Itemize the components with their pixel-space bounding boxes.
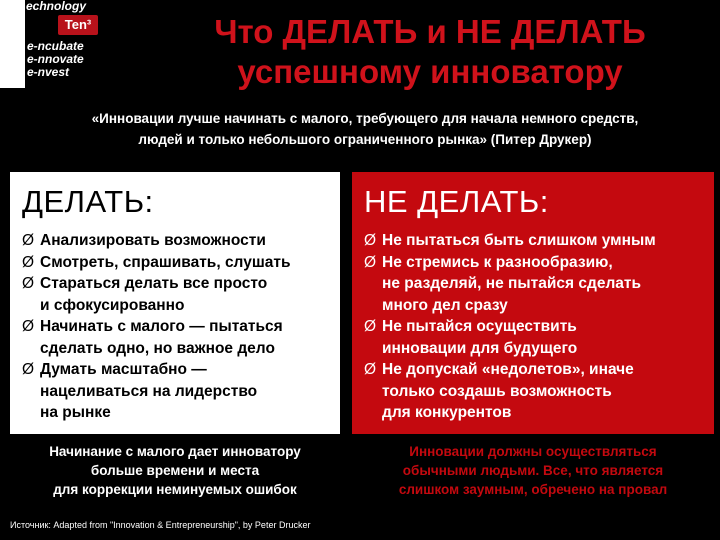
list-item-line: для конкурентов [382,404,512,421]
list-item-line: Начинать с малого — пытаться [40,318,283,335]
list-item [364,359,656,424]
list-item-line: Стараться делать все просто [40,275,268,292]
list-item [364,230,656,252]
logo-top-word: echnology [26,0,87,13]
list-item-line: Смотреть, спрашивать, слушать [40,253,291,271]
dont-heading: НЕ ДЕЛАТЬ: [364,184,549,219]
quote-line-1: «Инновации лучше начинать с малого, требующего для начала немного средств, [91,111,639,126]
list-item-line: Не допускай «недолетов», иначе [382,361,634,378]
note-line: больше времени и места [90,463,260,478]
note-line: Начинание с малого дает инноватору [49,444,301,459]
drucker-quote [30,108,700,150]
logo-line: e-ncubate [27,39,84,53]
list-item-line: Думать масштабно — [40,361,207,378]
arrow-bullet-icon: Ø [364,253,377,271]
arrow-bullet-icon: Ø [364,232,377,249]
do-note [10,442,340,499]
quote-line-2: людей и только небольшого ограниченного рынка» (Питер Друкер) [138,132,592,147]
list-item [22,359,290,424]
arrow-bullet-icon: Ø [22,361,35,378]
list-item-line: сделать одно, но важное дело [40,339,275,357]
source-citation: Источник: Adapted from "Innovation & Entrepreneurship", by Peter Drucker [10,520,311,530]
list-item-line: Анализировать возможности [40,232,266,249]
list-item [22,273,290,316]
list-item-line: и сфокусированно [40,296,185,314]
list-item-line: инновации для будущего [382,339,578,357]
list-item-line: Не пытайся осуществить [382,318,577,335]
logo [0,0,115,88]
list-item-line: нацеливаться на лидерство [40,382,258,400]
title-line-1: Что ДЕЛАТЬ и НЕ ДЕЛАТЬ [214,13,646,50]
note-line: обычными людьми. Все, что является [402,463,664,478]
arrow-bullet-icon: Ø [22,253,35,271]
page-title [150,12,710,92]
arrow-bullet-icon: Ø [364,361,377,378]
dont-panel [352,172,714,434]
do-heading: ДЕЛАТЬ: [22,184,154,219]
list-item [22,316,290,359]
list-item [22,252,290,274]
list-item-line: Не стремись к разнообразию, [382,253,613,271]
arrow-bullet-icon: Ø [22,318,35,335]
logo-badge: Ten³ [58,15,98,35]
list-item [22,230,290,252]
list-item [364,252,656,317]
title-line-2: успешному инноватору [237,53,623,90]
note-line: для коррекции неминуемых ошибок [53,482,297,497]
do-panel [10,172,340,434]
logo-line: e-nvest [27,65,70,79]
note-line: слишком заумным, обречено на провал [398,482,668,497]
logo-line: e-nnovate [27,52,84,66]
note-line: Инновации должны осуществляться [409,444,657,459]
list-item-line: не разделяй, не пытайся сделать [382,275,642,292]
list-item [364,316,656,359]
list-item-line: только создашь возможность [382,382,612,400]
arrow-bullet-icon: Ø [22,275,35,292]
dont-note [352,442,714,499]
dont-list [364,230,656,424]
arrow-bullet-icon: Ø [364,318,377,335]
list-item-line: Не пытаться быть слишком умным [382,232,656,249]
do-list [22,230,290,424]
list-item-line: много дел сразу [382,296,508,314]
list-item-line: на рынке [40,404,111,421]
arrow-bullet-icon: Ø [22,232,35,249]
